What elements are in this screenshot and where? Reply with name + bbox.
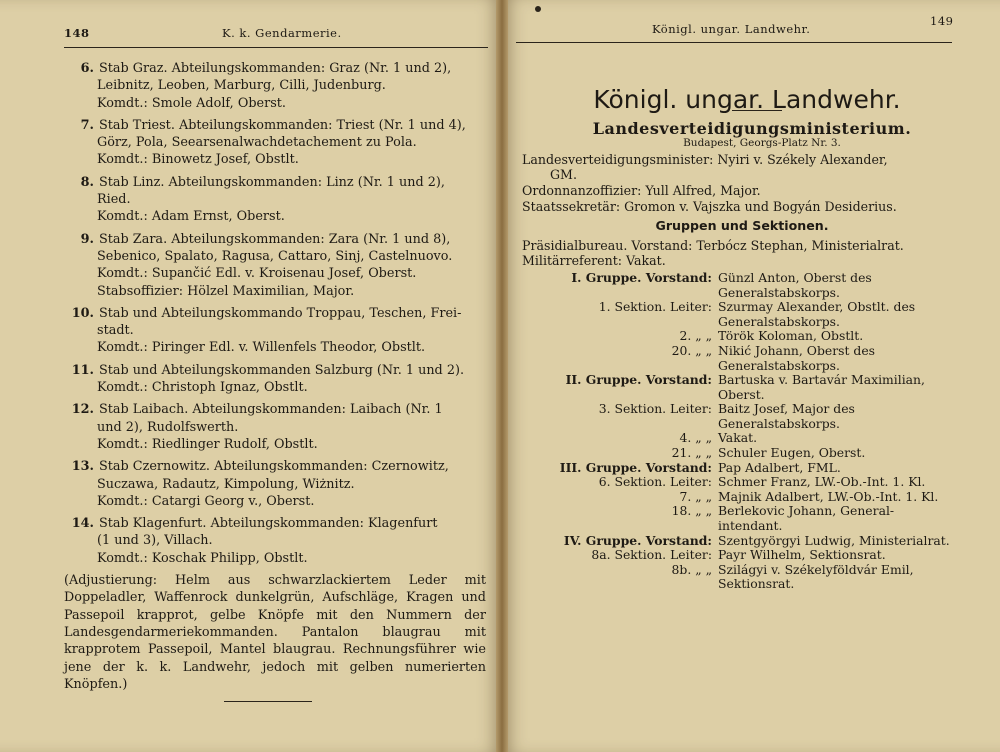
- list-item: [64, 117, 486, 169]
- row-value: Schmer Franz, LW.-Ob.-Int. 1. Kl.: [718, 474, 926, 490]
- row-value: Berlekovic Johann, General-intendant.: [718, 503, 895, 534]
- entry-main: Stab Linz. Abteilungskommanden: Linz (Nr. 1 und 2),: [99, 174, 445, 190]
- groups-table: [522, 271, 950, 592]
- entry-main: Stab Triest. Abteilungskommanden: Triest (Nr. 1 und 4),: [99, 117, 466, 133]
- list-item: [64, 231, 486, 300]
- row-value: Nikić Johann, Oberst des Generalstabskorps.: [718, 342, 876, 373]
- ink-dot: [535, 6, 541, 12]
- book-gutter: [496, 0, 508, 752]
- entry-komdt: Komdt.: Binowetz Josef, Obstlt.: [97, 152, 299, 168]
- address: Budapest, Georgs-Platz Nr. 3.: [683, 137, 841, 150]
- entry-cont: Görz, Pola, Seearsenalwachdetachement zu Pola.: [97, 135, 417, 151]
- row-label: 7. „ „: [679, 488, 712, 504]
- row-label: III. Gruppe. Vorstand:: [559, 459, 712, 475]
- row-value: Szentgyörgyi Ludwig, Ministerialrat.: [718, 532, 950, 548]
- entry-number: 14.: [71, 516, 94, 532]
- row-label: 8a. Sektion. Leiter:: [591, 547, 712, 563]
- row-value: Günzl Anton, Oberst des Generalstabskorps.: [718, 269, 872, 300]
- ministry-title: Landesverteidigungsministerium.: [592, 118, 912, 138]
- row-value: Payr Wilhelm, Sektionsrat.: [718, 547, 886, 563]
- entry-number: 7.: [80, 117, 94, 133]
- row-label: I. Gruppe. Vorstand:: [571, 269, 712, 285]
- row-label: 18. „ „: [671, 503, 712, 519]
- table-row: [522, 548, 950, 563]
- table-row: [522, 475, 950, 490]
- entry-main: Stab Graz. Abteilungskommanden: Graz (Nr. 1 und 2),: [99, 61, 452, 76]
- text-line: GM.: [550, 167, 577, 183]
- header-rule: [64, 47, 488, 48]
- entry-cont: (1 und 3), Villach.: [97, 533, 213, 549]
- list-item: [64, 362, 486, 397]
- entry-komdt: Komdt.: Koschak Philipp, Obstlt.: [97, 550, 308, 566]
- table-row: [522, 344, 950, 373]
- text-line: Militärreferent: Vakat.: [522, 253, 666, 269]
- end-rule: [224, 701, 312, 702]
- table-row: [522, 271, 950, 300]
- row-label: 8b. „ „: [671, 561, 712, 577]
- table-row: [522, 534, 950, 549]
- row-label: 1. Sektion. Leiter:: [598, 299, 712, 315]
- list-item: [64, 458, 486, 510]
- entry-komdt: Komdt.: Piringer Edl. v. Willenfels Theodor, Obstlt.: [97, 340, 426, 356]
- left-page-number: 148: [64, 26, 90, 40]
- entry-komdt: Komdt.: Catargi Georg v., Oberst.: [97, 493, 315, 509]
- entry-cont: Suczawa, Radautz, Kimpolung, Wiżnitz.: [97, 476, 355, 492]
- list-item: [64, 305, 486, 357]
- entry-main: Stab Klagenfurt. Abteilungskommanden: Klagenfurt: [99, 516, 438, 532]
- row-label: 6. Sektion. Leiter:: [598, 474, 712, 490]
- table-row: [522, 402, 950, 431]
- row-label: II. Gruppe. Vorstand:: [565, 372, 712, 388]
- row-value: Bartuska v. Bartavár Maximilian, Oberst.: [718, 372, 925, 402]
- row-value: Vakat.: [718, 430, 758, 446]
- entry-main: Stab Czernowitz. Abteilungskommanden: Czernowitz,: [99, 459, 449, 475]
- entry-number: 6.: [80, 61, 94, 76]
- left-text-block: [64, 60, 486, 702]
- table-row: [522, 373, 950, 402]
- entry-extra: Stabsoffizier: Hölzel Maximilian, Major.: [97, 283, 355, 299]
- row-label: 3. Sektion. Leiter:: [598, 401, 712, 417]
- text-line: Präsidialbureau. Vorstand: Terbócz Stephan, Ministerialrat.: [522, 237, 904, 253]
- entry-main: Stab und Abteilungskommanden Salzburg (Nr. 1 und 2).: [99, 362, 465, 378]
- list-item: [64, 174, 486, 226]
- entry-main: Stab und Abteilungskommando Troppau, Teschen, Frei-: [99, 305, 462, 321]
- uniform-note: (Adjustierung: Helm aus schwarzlackiertem Leder mit Doppeladler, Waffenrock dunkelgrün, Aufschläge, Kragen und Passepoil krapprot, gelbe Knöpfe mit den Nummern der Landesgendarmeriekommanden. Pantalon blaugrau mit krapprotem Passepoil, Mantel blaugrau. Rechnungsführer wie jene der k. k. Landwehr, jedoch mit gelben numerierten Knöpfen.): [64, 573, 486, 692]
- table-row: [522, 490, 950, 505]
- groups-heading: Gruppen und Sektionen.: [655, 218, 829, 234]
- entry-number: 10.: [71, 305, 94, 321]
- entry-main: Stab Laibach. Abteilungskommanden: Laibach (Nr. 1: [99, 402, 443, 418]
- list-item: [64, 60, 486, 112]
- entry-number: 12.: [71, 402, 94, 418]
- entry-komdt: Komdt.: Christoph Ignaz, Obstlt.: [97, 380, 308, 396]
- left-running-head: K. k. Gendarmerie.: [222, 26, 342, 40]
- table-row: [522, 461, 950, 476]
- row-value: Schuler Eugen, Oberst.: [718, 445, 866, 461]
- text-line: Staatssekretär: Gromon v. Vajszka und Bogyán Desiderius.: [522, 198, 897, 214]
- entry-cont: Sebenico, Spalato, Ragusa, Cattaro, Sinj, Castelnuovo.: [97, 248, 453, 264]
- text-line: Ordonnanzoffizier: Yull Alfred, Major.: [522, 182, 761, 198]
- page-title: Königl. ungar. Landwehr.: [593, 85, 901, 114]
- entry-cont: Leibnitz, Leoben, Marburg, Cilli, Judenburg.: [97, 78, 386, 94]
- row-label: 2. „ „: [679, 328, 712, 344]
- entry-number: 8.: [80, 174, 94, 190]
- table-row: [522, 300, 950, 329]
- row-value: Szurmay Alexander, Obstlt. des Generalstabskorps.: [718, 299, 916, 329]
- row-label: 4. „ „: [679, 430, 712, 446]
- table-row: [522, 431, 950, 446]
- entry-komdt: Komdt.: Adam Ernst, Oberst.: [97, 209, 285, 225]
- entry-komdt: Komdt.: Supančić Edl. v. Kroisenau Josef, Oberst.: [97, 266, 417, 282]
- entry-cont: stadt.: [97, 323, 134, 339]
- row-value: Baitz Josef, Major des Generalstabskorps.: [718, 401, 855, 431]
- entry-number: 13.: [71, 459, 94, 475]
- row-label: IV. Gruppe. Vorstand:: [563, 532, 712, 548]
- row-value: Majnik Adalbert, LW.-Ob.-Int. 1. Kl.: [718, 488, 939, 504]
- right-page-number: 149: [930, 14, 954, 28]
- table-row: [522, 446, 950, 461]
- right-running-head: Königl. ungar. Landwehr.: [652, 22, 811, 36]
- right-text-block: [522, 85, 962, 592]
- text-line: Landesverteidigungsminister: Nyiri v. Székely Alexander,: [522, 151, 888, 167]
- row-label: 20. „ „: [671, 342, 712, 358]
- list-item: [64, 515, 486, 567]
- row-value: Szilágyi v. Székelyföldvár Emil, Sektionsrat.: [718, 561, 914, 592]
- entry-komdt: Komdt.: Smole Adolf, Oberst.: [97, 95, 286, 111]
- header-rule: [516, 42, 952, 43]
- row-label: 21. „ „: [671, 445, 712, 461]
- table-row: [522, 563, 950, 592]
- row-value: Pap Adalbert, FML.: [718, 459, 841, 475]
- row-value: Török Koloman, Obstlt.: [718, 328, 864, 344]
- table-row: [522, 329, 950, 344]
- entry-number: 11.: [71, 362, 94, 378]
- right-page: [502, 0, 1000, 752]
- list-item: [64, 401, 486, 453]
- entry-main: Stab Zara. Abteilungskommanden: Zara (Nr. 1 und 8),: [99, 231, 451, 247]
- entry-cont: Ried.: [97, 192, 131, 208]
- entry-komdt: Komdt.: Riedlinger Rudolf, Obstlt.: [97, 436, 318, 452]
- entry-number: 9.: [80, 231, 94, 247]
- entry-cont: und 2), Rudolfswerth.: [97, 419, 239, 435]
- table-row: [522, 504, 950, 533]
